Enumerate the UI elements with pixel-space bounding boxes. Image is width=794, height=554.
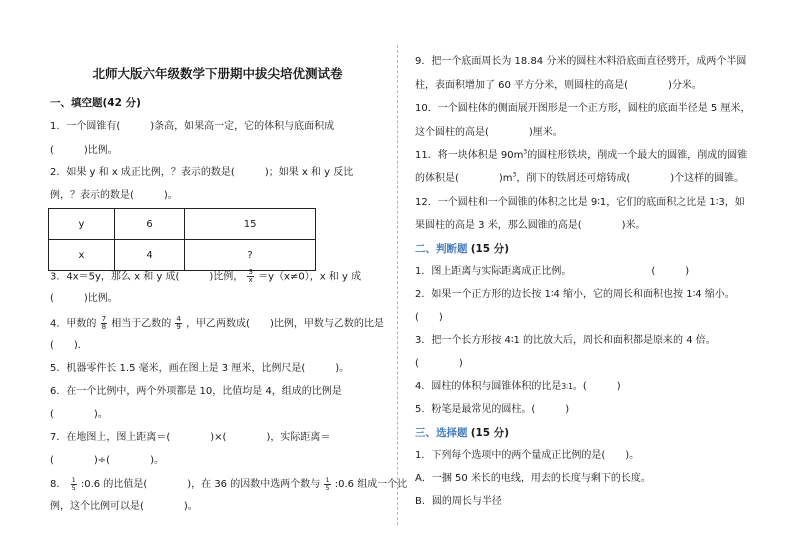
j2-line1: 2．如果一个正方形的边长按 1∶4 缩小，它的周长和面积也按 1∶4 缩小。 [415,289,735,300]
right-column [405,0,775,554]
j4-ratio: 3∶1 [561,382,573,391]
q12-line1: 12．一个圆柱和一个圆锥的体积之比是 9∶1，它们的底面积之比是 1∶3，如 [415,197,745,208]
section-fill-blanks-heading: 一、填空题(42 分) [50,97,141,109]
column-divider [397,45,398,525]
q11-text-2: 的圆柱形铁块，削成一个最大的圆锥，削成的圆锥 [527,150,748,161]
q10-line1: 10．一个圆柱体的侧面展开图形是一个正方形，圆柱的底面半径是 5 厘米， [415,103,751,114]
table-cell: 15 [185,209,316,240]
q4-line2: ( )． [50,340,88,351]
q3-line2: ( )比例。 [50,293,118,304]
q3-fraction [247,269,253,284]
q9-line1: 9．把一个底面周长为 18.84 分米的圆柱木料沿底面直径劈开，成两个半圆 [415,56,747,67]
q11-line2 [415,172,744,186]
exam-title: 北师大版六年级数学下册期中拔尖培优测试卷 [92,66,343,81]
j4-text-1: 4．圆柱的体积与圆锥体积的比是 [415,381,562,392]
section-judgment-title: 二、判断题 [415,243,468,255]
c1-option-b: B．圆的周长与半径 [415,496,502,507]
q8-text-1: 8． [50,479,67,490]
fraction-denominator: 9 [176,323,181,331]
q10-line2: 这个圆柱的高是( )厘米。 [415,127,563,138]
q2-line2: 例，？表示的数是( )。 [50,190,178,201]
section-choice-heading [415,426,509,441]
q7-line2: ( )÷( )。 [50,455,164,466]
q3-text-1: 3．4x＝5y，那么 x 和 y 成( )比例， [50,271,244,283]
q8-fraction-1 [71,477,77,491]
q4-line1 [50,316,384,332]
cubic-superscript: 3 [523,148,528,156]
q2-line1: 2．如果 y 和 x 成正比例，？表示的数是( )；如果 x 和 y 反比 [50,167,354,178]
q4-text-3: ，甲乙两数成( )比例，甲数与乙数的比是 [186,318,384,330]
q4-fraction-2 [175,316,181,331]
table-cell: y [49,209,115,240]
table-cell: ? [185,240,316,271]
q5-line: 5．机器零件长 1.5 毫米，画在图上是 3 厘米，比例尺是( )。 [50,363,350,374]
table-cell: 4 [114,240,184,271]
table-cell: x [49,240,115,271]
fraction-denominator: 5 [71,483,76,492]
c1-option-a: A．一捆 50 米长的电线，用去的长度与剩下的长度。 [415,473,651,484]
q1-line2: ( )比例。 [50,145,118,156]
fraction-numerator: 7 [101,315,107,323]
fraction-numerator: 3 [248,268,253,276]
section-judgment-score: (15 分) [470,243,510,255]
q8-line2: 例，这个比例可以是( )。 [50,501,198,512]
j5-line: 5．粉笔是最常见的圆柱。( ) [415,404,570,415]
q12-line2: 果圆柱的高是 3 米，那么圆锥的高是( )米。 [415,220,646,231]
q8-line1 [50,477,407,492]
q9-line2: 柱，表面积增加了 60 平方分米，则圆柱的高是( )分米。 [415,80,702,91]
q6-line1: 6．在一个比例中，两个外项都是 10，比值均是 4，组成的比例是 [50,386,342,397]
q11-text-3: 的体积是( )m [415,173,513,184]
q8-text-2: :0.6 的比值是( )，在 36 的因数中选两个数与 [80,479,321,490]
q8-text-3: :0.6 组成一个比 [334,479,408,490]
left-column [40,0,408,554]
q11-line1 [415,149,747,163]
fraction-numerator: 4 [176,315,181,323]
cubic-superscript: 3 [512,171,517,179]
j1-line: 1．图上距离与实际距离成正比例。 ( ) [415,266,690,277]
table-row [49,209,316,240]
q11-text-4: ，削下的铁屑还可熔铸成( )个这样的圆锥。 [516,173,745,184]
q4-text-1: 4．甲数的 [50,318,97,330]
j4-line [415,380,621,394]
q4-fraction-1 [101,316,107,331]
q3-line1 [50,269,361,285]
q8-fraction-2 [324,477,330,491]
q7-line1: 7．在地图上，图上距离＝( )×( )，实际距离＝ [50,432,331,443]
fraction-denominator: 5 [325,483,330,492]
fraction-numerator: 1 [71,476,76,484]
table-row [49,240,316,271]
q6-line2: ( )。 [50,409,108,420]
fraction-numerator: 1 [325,476,330,484]
table-cell: 6 [114,209,184,240]
section-choice-title: 三、选择题 [415,427,468,439]
q2-table [48,208,316,271]
q11-text-1: 11．将一块体积是 90m [415,150,524,161]
j3-line1: 3．把一个长方形按 4∶1 的比放大后，周长和面积都是原来的 4 倍。 [415,335,716,346]
c1-line: 1．下列每个选项中的两个量成正比例的是( )。 [415,450,640,461]
j2-line2: ( ) [415,312,443,323]
section-choice-score: (15 分) [470,427,510,439]
q1-line1: 1．一个圆锥有( )条高，如果高一定，它的体积与底面积成 [50,121,335,132]
fraction-denominator: 8 [101,323,107,331]
j4-text-2: 。( ) [572,381,621,392]
section-judgment-heading [415,242,509,257]
j3-line2: ( ) [415,358,463,369]
q4-text-2: 相当于乙数的 [111,318,172,330]
fraction-denominator: x [248,276,253,284]
q3-text-2: ＝y（x≠0），x 和 y 成 [258,271,362,283]
